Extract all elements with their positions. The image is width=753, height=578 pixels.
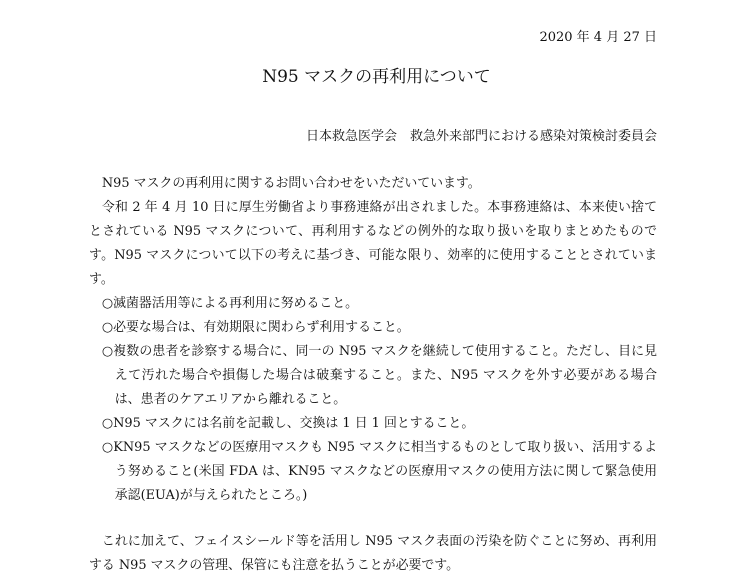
document-body (89, 172, 657, 578)
bullet-item-name-label: ○N95 マスクには名前を記載し、交換は 1 日 1 回とすること。 (101, 416, 475, 431)
bullet-item-continuous-use: ○複数の患者を診察する場合に、同一の N95 マスクを継続して使用すること。ただし、目に見えて汚れた場合や損傷した場合は破棄すること。また、N95 マスクを外す必要がある場合は、患者のケアエリアから離れること。 (101, 344, 657, 407)
document-date: 2020 年 4 月 27 日 (539, 30, 657, 45)
notice-paragraph: 令和 2 年 4 月 10 日に厚生労働省より事務連絡が出されました。本事務連絡は、本来使い捨てとされている N95 マスクについて、再利用するなどの例外的な取り扱いを取りまとめたものです。N95 マスクについて以下の考えに基づき、可能な限り、効率的に使用することとされています。 (89, 200, 658, 287)
document-title: N95 マスクの再利用について (262, 67, 491, 87)
bullet-item-expiration: ○必要な場合は、有効期限に関わらず利用すること。 (101, 320, 410, 335)
bullet-item-sterilization: ○滅菌器活用等による再利用に努めること。 (101, 296, 359, 311)
issuing-organization: 日本救急医学会 救急外来部門における感染対策検討委員会 (305, 129, 657, 144)
intro-paragraph: N95 マスクの再利用に関するお問い合わせをいただいています。 (101, 176, 481, 191)
bullet-item-kn95: ○KN95 マスクなどの医療用マスクも N95 マスクに相当するものとして取り扱い、活用するよう努めること(米国 FDA は、KN95 マスクなどの医療用マスクの使用方法に関して緊急使用承認(EUA)が与えられたところ。) (101, 440, 657, 503)
paragraph-spacer (89, 508, 657, 530)
closing-paragraph: これに加えて、フェイスシールド等を活用し N95 マスク表面の汚染を防ぐことに努め、再利用する N95 マスクの管理、保管にも注意を払うことが必要です。 (89, 534, 657, 573)
